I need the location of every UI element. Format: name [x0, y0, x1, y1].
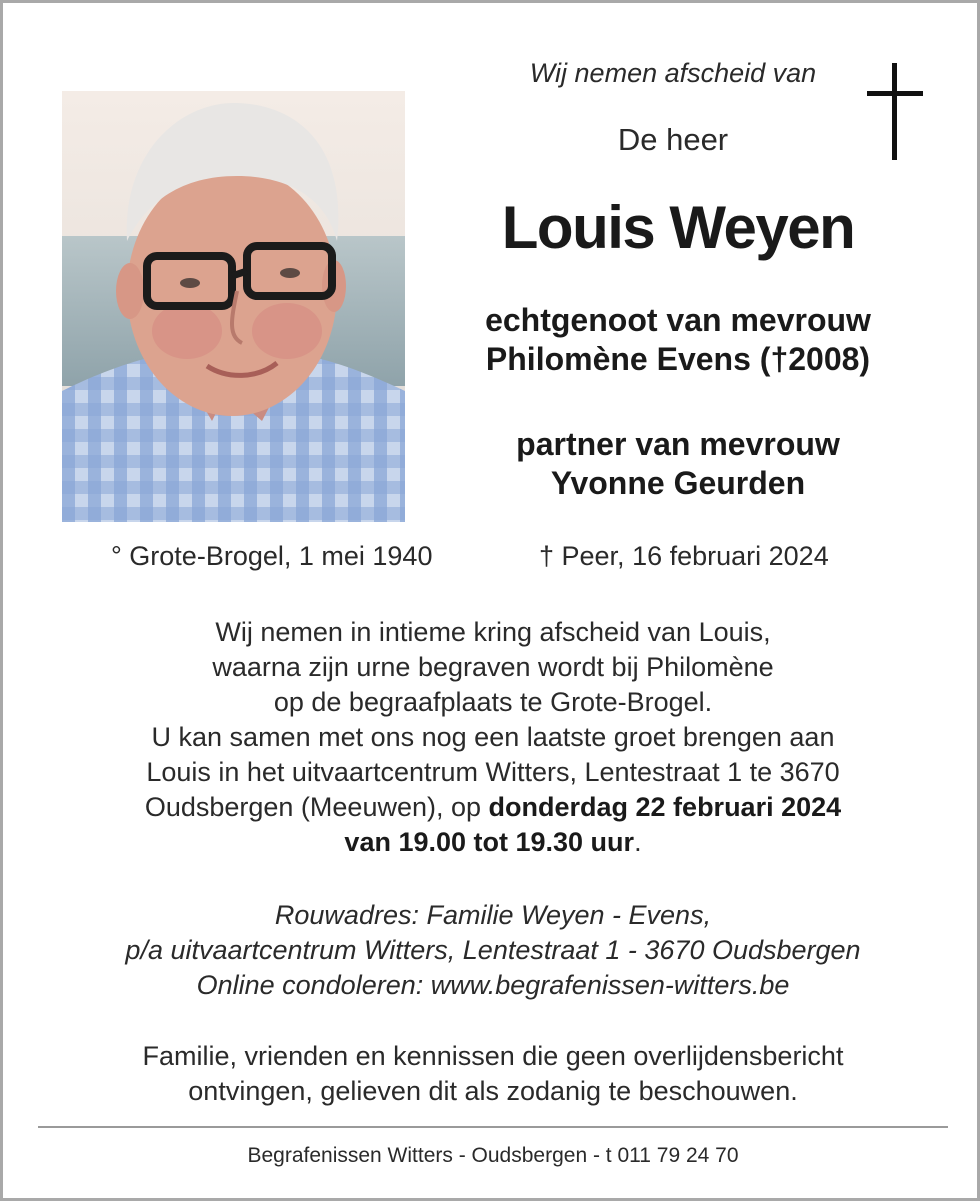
body-line-2: waarna zijn urne begraven wordt bij Philomène [212, 652, 774, 682]
closing-line-1: Familie, vrienden en kennissen die geen overlijdensbericht [142, 1041, 844, 1071]
body-line-5: Louis in het uitvaartcentrum Witters, Lentestraat 1 te 3670 [146, 757, 840, 787]
body-line-3: op de begraafplaats te Grote-Brogel. [273, 687, 713, 717]
mourning-address [33, 898, 953, 1003]
spouse-line-2: Philomène Evens (†2008) [485, 341, 871, 377]
online-condolence-link[interactable]: Online condoleren: www.begrafenissen-witters.be [196, 970, 790, 1000]
partner-line-1: partner van mevrouw [516, 426, 840, 462]
visitation-time: van 19.00 tot 19.30 uur [344, 827, 635, 857]
salutation: De heer [617, 122, 729, 157]
farewell-details [43, 615, 943, 860]
spouse-relation [418, 301, 938, 379]
funeral-home-footer: Begrafenissen Witters - Oudsbergen - t 011 79 24 70 [247, 1144, 739, 1167]
body-line-7 [43, 825, 943, 860]
visitation-date: donderdag 22 februari 2024 [488, 792, 842, 822]
partner-relation [418, 425, 938, 503]
body-line-4: U kan samen met ons nog een laatste groet brengen aan [151, 722, 835, 752]
address-line-2: p/a uitvaartcentrum Witters, Lentestraat 1 - 3670 Oudsbergen [125, 935, 861, 965]
address-line-1: Rouwadres: Familie Weyen - Evens, [274, 900, 712, 930]
body-line-7-suffix: . [634, 827, 642, 857]
spouse-line-1: echtgenoot van mevrouw [485, 302, 871, 338]
partner-line-2: Yvonne Geurden [550, 465, 806, 501]
body-line-1: Wij nemen in intieme kring afscheid van Louis, [215, 617, 771, 647]
portrait-photo [62, 91, 405, 522]
body-line-6 [43, 790, 943, 825]
body-line-6-prefix: Oudsbergen (Meeuwen), op [144, 792, 489, 822]
footer-divider [38, 1126, 948, 1128]
birth-date: ° Grote-Brogel, 1 mei 1940 [111, 541, 433, 571]
death-date: † Peer, 16 februari 2024 [539, 541, 829, 571]
intro-text: Wij nemen afscheid van [529, 58, 817, 88]
closing-line-2: ontvingen, gelieven dit als zodanig te beschouwen. [188, 1076, 798, 1106]
deceased-name: Louis Weyen [501, 194, 855, 261]
closing-note [43, 1039, 943, 1109]
